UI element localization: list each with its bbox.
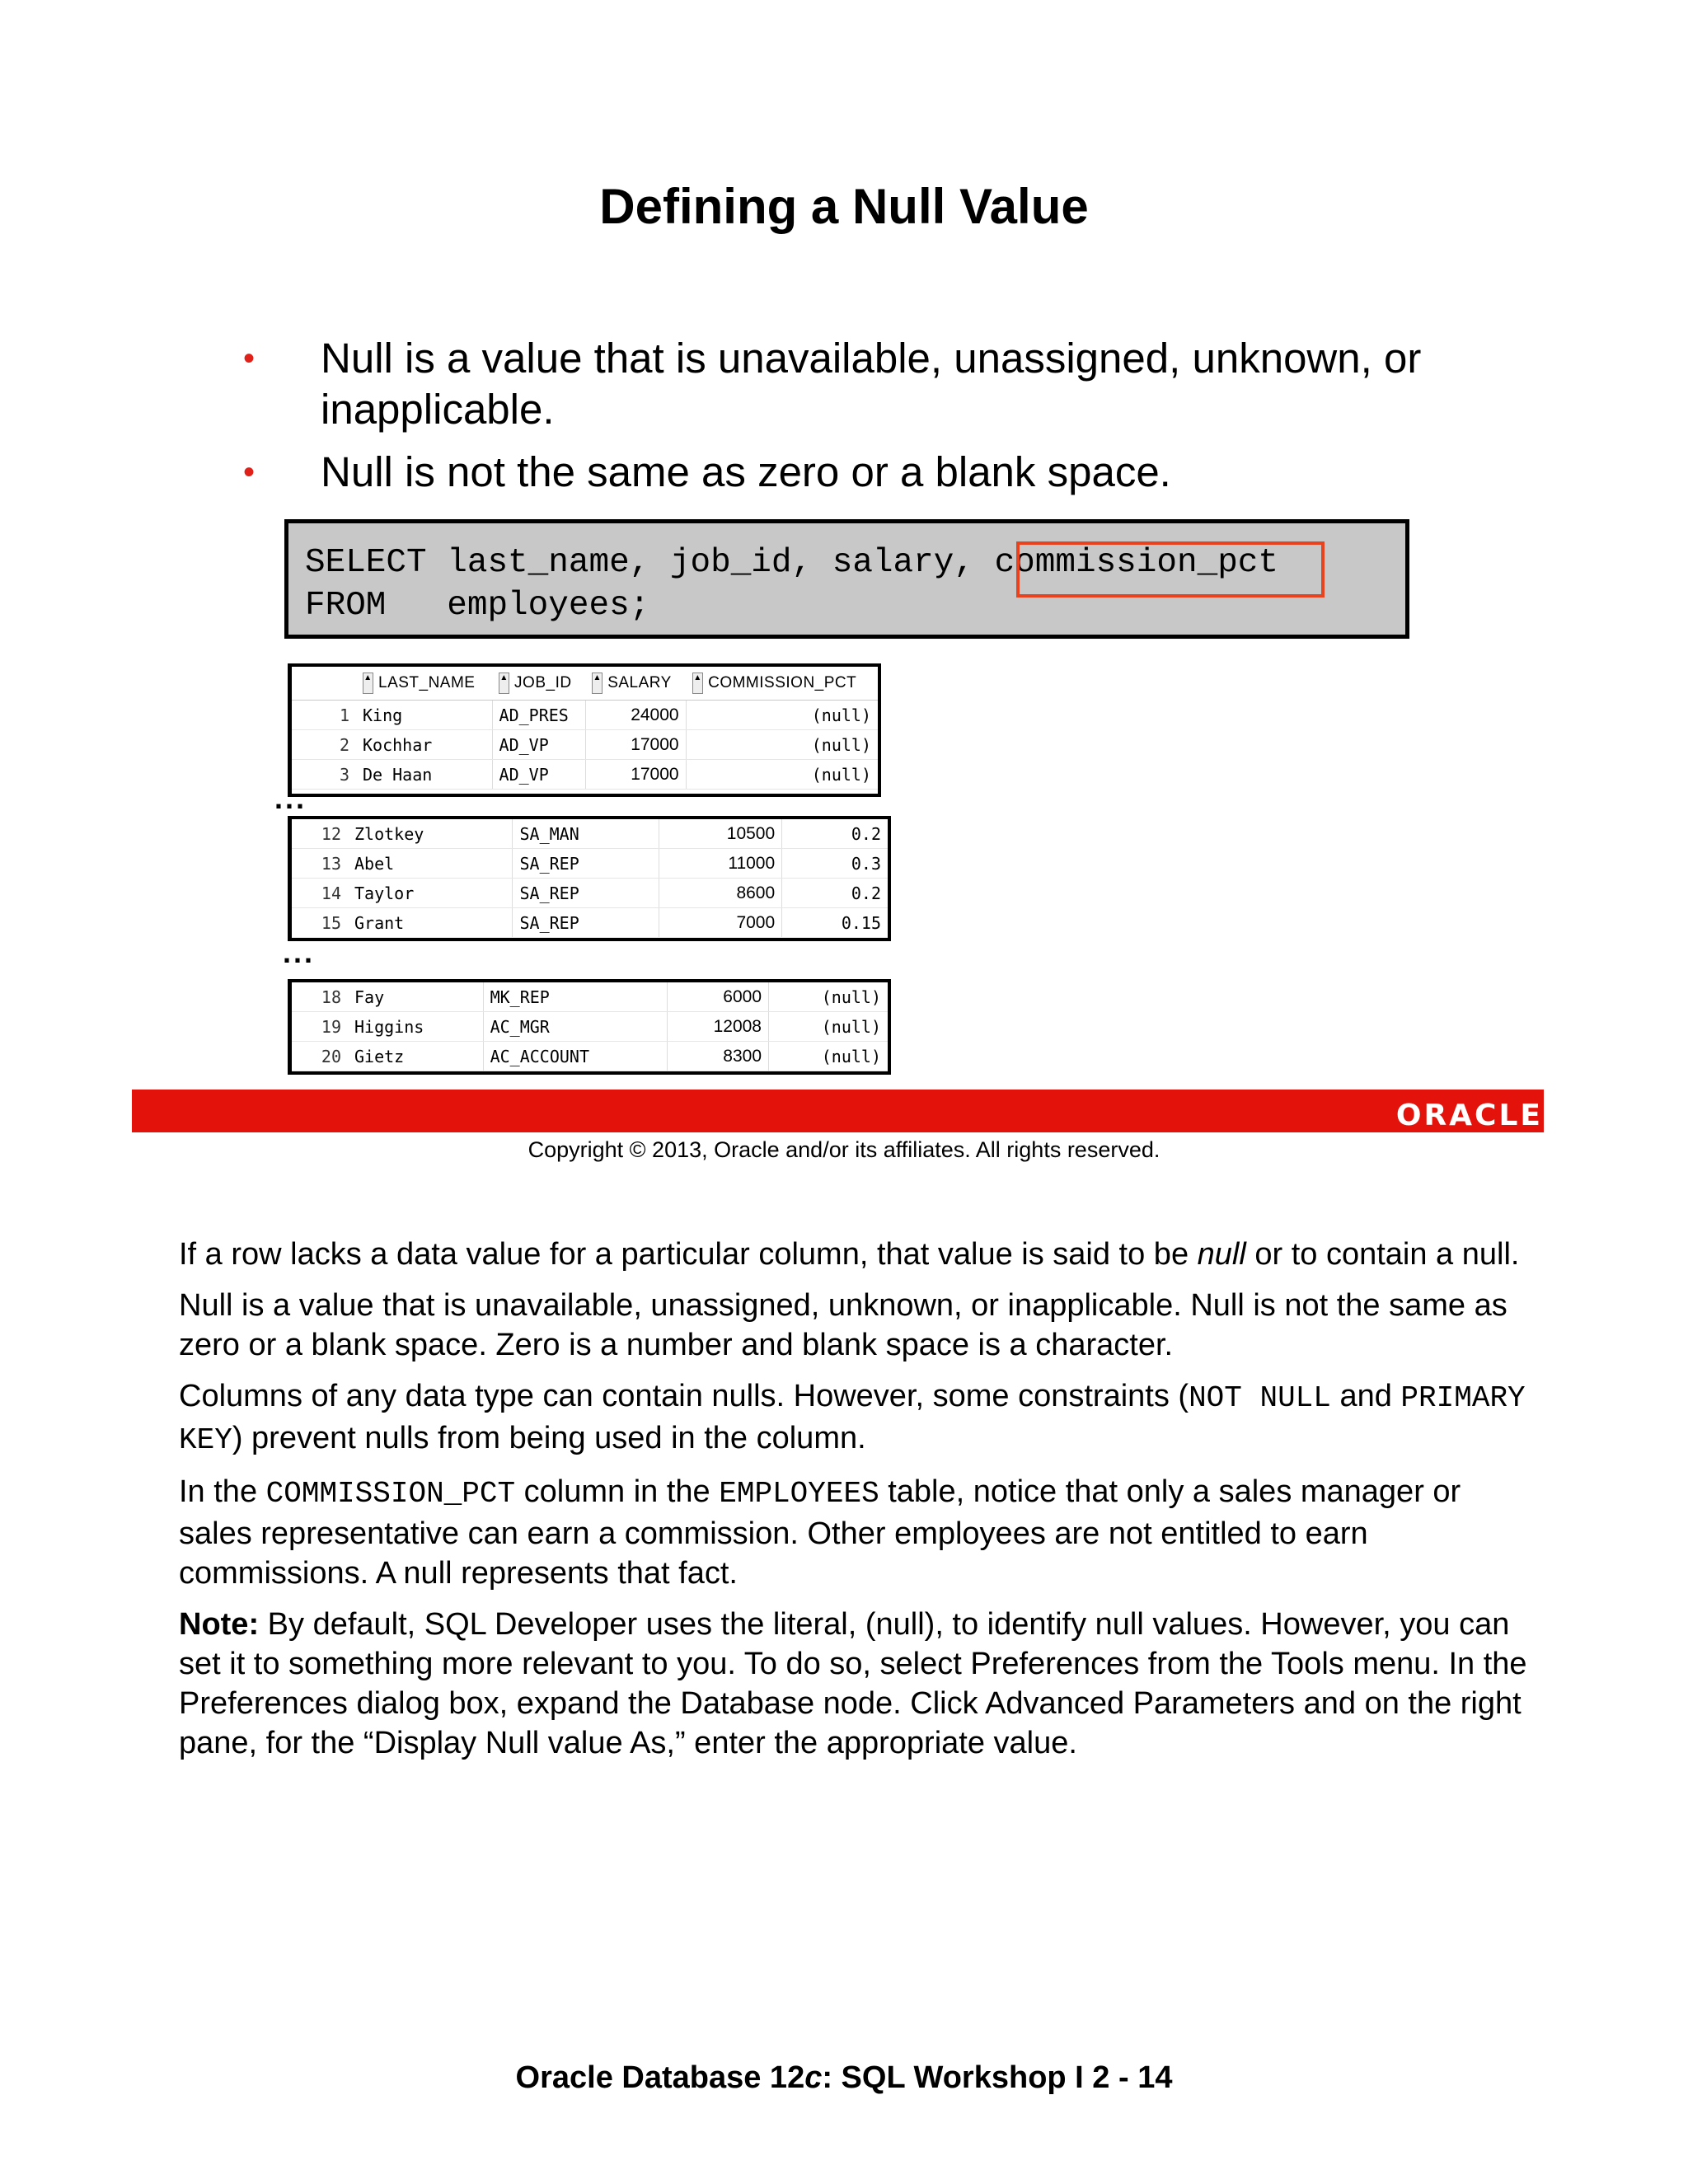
slide-title: Defining a Null Value: [599, 179, 1089, 234]
sort-icon[interactable]: ▲: [499, 673, 509, 694]
job-id-cell[interactable]: MK_REP: [483, 982, 668, 1012]
oracle-logo: ORACLE: [1395, 1099, 1543, 1132]
ellipsis: ...: [283, 935, 316, 969]
commission-cell[interactable]: (null): [769, 1012, 889, 1042]
row-number[interactable]: 3: [292, 760, 356, 790]
sql-columns: last_name, job_id, salary,: [447, 544, 974, 582]
notes-paragraph: In the COMMISSION_PCT column in the EMPLOYEES table, notice that only a sales manager or sales representative can earn a commission. Other employees are not entitled to earn commissions. A null represents that fact.: [179, 1474, 1461, 1591]
table-row[interactable]: [292, 879, 888, 908]
row-number[interactable]: 1: [292, 701, 356, 730]
notes-paragraph: Null is a value that is unavailable, unassigned, unknown, or inapplicable. Null is not the same as zero or a blank space. Zero is a number and blank space is a character.: [179, 1288, 1507, 1362]
sql-table: employees;: [447, 587, 650, 625]
table-row[interactable]: [292, 760, 878, 790]
commission-cell[interactable]: (null): [769, 982, 889, 1012]
salary-cell[interactable]: 8300: [668, 1042, 769, 1071]
job-id-cell[interactable]: SA_MAN: [513, 819, 659, 849]
notes-paragraph: If a row lacks a data value for a particular column, that value is said to be null or to contain a null.: [179, 1237, 1520, 1272]
notes-paragraph: Columns of any data type can contain nulls. However, some constraints (NOT NULL and PRIMARY KEY) prevent nulls from being used in the column.: [179, 1379, 1526, 1457]
commission-cell[interactable]: 0.2: [782, 819, 888, 849]
commission-cell[interactable]: (null): [686, 701, 878, 730]
job-id-cell[interactable]: AD_PRES: [492, 701, 585, 730]
job-id-cell[interactable]: SA_REP: [513, 849, 659, 879]
commission-cell[interactable]: 0.3: [782, 849, 888, 879]
row-number[interactable]: 20: [292, 1042, 348, 1071]
last-name-cell[interactable]: Abel: [348, 849, 513, 879]
bullet-dot-icon: •: [243, 454, 256, 490]
salary-cell[interactable]: 17000: [585, 760, 686, 790]
row-number[interactable]: 14: [292, 879, 348, 908]
notes-section: [179, 1235, 1531, 1774]
column-header-commission-pct[interactable]: ▲ COMMISSION_PCT: [686, 667, 878, 701]
job-id-cell[interactable]: SA_REP: [513, 908, 659, 938]
table-row[interactable]: [292, 819, 888, 849]
sort-icon[interactable]: ▲: [363, 673, 373, 694]
commission-cell[interactable]: (null): [686, 760, 878, 790]
table-row[interactable]: [292, 908, 888, 938]
notes-paragraph: Note: By default, SQL Developer uses the literal, (null), to identify null values. However, you can set it to something more relevant to you. To do so, select Preferences from the Tools menu. In the Preferences dialog box, expand the Database node. Click Advanced Parameters and on the right pane, for the “Display Null value As,” enter the appropriate value.: [179, 1607, 1527, 1760]
bullet-list: [243, 333, 1438, 509]
job-id-cell[interactable]: SA_REP: [513, 879, 659, 908]
sql-highlight-column: commission_pct: [994, 544, 1279, 582]
salary-cell[interactable]: 7000: [659, 908, 782, 938]
last-name-cell[interactable]: Gietz: [348, 1042, 483, 1071]
job-id-cell[interactable]: AD_VP: [492, 760, 585, 790]
last-name-cell[interactable]: King: [356, 701, 492, 730]
salary-cell[interactable]: 24000: [585, 701, 686, 730]
sort-icon[interactable]: ▲: [692, 673, 703, 694]
bullet-item: • Null is a value that is unavailable, unassigned, unknown, or inapplicable.: [243, 335, 1422, 433]
row-number[interactable]: 12: [292, 819, 348, 849]
table-row[interactable]: [292, 730, 878, 760]
result-grid-2: [288, 816, 891, 941]
grid-header-row: [292, 667, 878, 701]
grid-body-2: [292, 819, 888, 938]
salary-cell[interactable]: 17000: [585, 730, 686, 760]
last-name-cell[interactable]: Fay: [348, 982, 483, 1012]
grid-body-1: [292, 701, 878, 790]
salary-cell[interactable]: 8600: [659, 879, 782, 908]
row-number[interactable]: 15: [292, 908, 348, 938]
salary-cell[interactable]: 12008: [668, 1012, 769, 1042]
oracle-banner: [132, 1090, 1544, 1132]
job-id-cell[interactable]: AC_ACCOUNT: [483, 1042, 668, 1071]
row-number[interactable]: 18: [292, 982, 348, 1012]
commission-cell[interactable]: 0.15: [782, 908, 888, 938]
sort-icon[interactable]: ▲: [592, 673, 603, 694]
last-name-cell[interactable]: Higgins: [348, 1012, 483, 1042]
last-name-cell[interactable]: Taylor: [348, 879, 513, 908]
last-name-cell[interactable]: Zlotkey: [348, 819, 513, 849]
result-grid-3: [288, 979, 891, 1075]
last-name-cell[interactable]: Grant: [348, 908, 513, 938]
row-number[interactable]: 19: [292, 1012, 348, 1042]
row-number[interactable]: 2: [292, 730, 356, 760]
table-row[interactable]: [292, 849, 888, 879]
column-header-job-id[interactable]: ▲ JOB_ID: [492, 667, 585, 701]
table-row[interactable]: [292, 982, 888, 1012]
ellipsis: ...: [274, 781, 307, 815]
commission-cell[interactable]: 0.2: [782, 879, 888, 908]
table-row[interactable]: [292, 701, 878, 730]
job-id-cell[interactable]: AC_MGR: [483, 1012, 668, 1042]
table-row[interactable]: [292, 1042, 888, 1071]
copyright-text: Copyright © 2013, Oracle and/or its affiliates. All rights reserved.: [528, 1137, 1160, 1162]
commission-cell[interactable]: (null): [686, 730, 878, 760]
grid-body-3: [292, 982, 888, 1071]
result-grid-1: [288, 663, 881, 797]
salary-cell[interactable]: 11000: [659, 849, 782, 879]
job-id-cell[interactable]: AD_VP: [492, 730, 585, 760]
salary-cell[interactable]: 6000: [668, 982, 769, 1012]
salary-cell[interactable]: 10500: [659, 819, 782, 849]
column-header-salary[interactable]: ▲ SALARY: [585, 667, 686, 701]
last-name-cell[interactable]: Kochhar: [356, 730, 492, 760]
bullet-item: • Null is not the same as zero or a blank space.: [243, 447, 1438, 498]
highlight-box: [1016, 541, 1325, 598]
sql-keyword: SELECT: [305, 544, 427, 582]
bullet-dot-icon: •: [243, 340, 256, 377]
table-row[interactable]: [292, 1012, 888, 1042]
row-number[interactable]: 13: [292, 849, 348, 879]
last-name-cell[interactable]: De Haan: [356, 760, 492, 790]
page-footer: Oracle Database 12c: SQL Workshop I 2 - 14: [515, 2060, 1173, 2095]
sql-keyword: FROM: [305, 587, 387, 625]
column-header-last-name[interactable]: ▲ LAST_NAME: [356, 667, 492, 701]
commission-cell[interactable]: (null): [769, 1042, 889, 1071]
